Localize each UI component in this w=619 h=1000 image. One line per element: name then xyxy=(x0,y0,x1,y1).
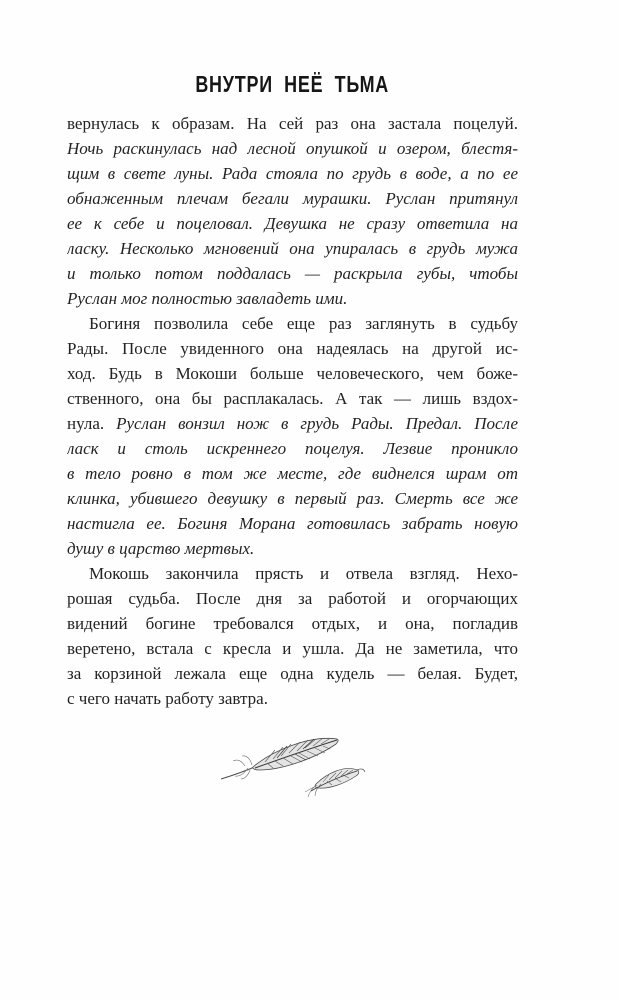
text-line xyxy=(67,336,518,361)
text-line xyxy=(67,636,518,661)
body-text xyxy=(67,111,518,711)
feather-small xyxy=(305,768,365,797)
text-line xyxy=(67,186,518,211)
italic-text-run: щим в свете луны. Рада стояла по грудь в воде, а по ее xyxy=(67,164,518,183)
text-line xyxy=(67,161,518,186)
text-line xyxy=(67,236,518,261)
text-line xyxy=(67,461,518,486)
text-line xyxy=(67,311,518,336)
text-line xyxy=(67,511,518,536)
running-header-title: ВНУТРИ НЕЁ ТЬМА xyxy=(195,71,390,97)
text-line xyxy=(67,111,518,136)
italic-text-run: в тело ровно в том же месте, где виднелся шрам от xyxy=(67,464,518,483)
text-run: видений богине требовался отдых, и она, погладив xyxy=(67,614,518,633)
paragraph xyxy=(67,111,518,311)
text-line xyxy=(67,386,518,411)
text-line xyxy=(67,486,518,511)
italic-text-run: обнаженным плечам бегали мурашки. Руслан притянул xyxy=(67,189,518,208)
text-line xyxy=(67,261,518,286)
text-line xyxy=(67,436,518,461)
text-run: Богиня позволила себе еще раз заглянуть в судьбу xyxy=(89,314,518,333)
italic-text-run: Ночь раскинулась над лесной опушкой и озером, блестя- xyxy=(67,139,518,158)
text-run: с чего начать работу завтра. xyxy=(67,689,268,708)
text-run: за корзиной лежала еще одна кудель — белая. Будет, xyxy=(67,664,518,683)
text-run: нула. xyxy=(67,414,117,433)
italic-text-run: ее к себе и поцеловал. Девушка не сразу ответила на xyxy=(67,214,518,233)
feather-large xyxy=(221,738,338,779)
text-run: ход. Будь в Мокоши больше человеческого, чем боже- xyxy=(67,364,518,383)
italic-text-run: Руслан мог полностью завладеть ими. xyxy=(67,289,348,308)
text-line xyxy=(67,286,518,311)
text-line xyxy=(67,136,518,161)
text-line xyxy=(67,661,518,686)
text-line xyxy=(67,611,518,636)
text-line xyxy=(67,561,518,586)
text-line xyxy=(67,411,518,436)
text-run: веретено, встала с кресла и ушла. Да не заметила, что xyxy=(67,639,518,658)
paragraph xyxy=(67,311,518,561)
text-line xyxy=(67,361,518,386)
text-line xyxy=(67,536,518,561)
text-run: вернулась к образам. На сей раз она застала поцелуй. xyxy=(67,114,518,133)
italic-text-run: Руслан вонзил нож в грудь Рады. Предал. После xyxy=(116,414,518,433)
italic-text-run: душу в царство мертвых. xyxy=(67,539,255,558)
italic-text-run: настигла ее. Богиня Морана готовилась забрать новую xyxy=(67,514,518,533)
italic-text-run: ласк и столь искреннего поцелуя. Лезвие проникло xyxy=(67,439,518,458)
italic-text-run: клинка, убившего девушку в первый раз. Смерть все же xyxy=(67,489,518,508)
feathers-illustration xyxy=(215,722,375,807)
paragraph xyxy=(67,561,518,711)
text-line xyxy=(67,586,518,611)
text-run: ственного, она бы расплакалась. А так — лишь вздох- xyxy=(67,389,518,408)
text-run: рошая судьба. После дня за работой и огорчающих xyxy=(67,589,518,608)
text-run: Рады. После увиденного она надеялась на другой ис- xyxy=(67,339,518,358)
running-header xyxy=(67,71,518,98)
text-line xyxy=(67,686,518,711)
italic-text-run: ласку. Несколько мгновений она упиралась в грудь мужа xyxy=(67,239,518,258)
italic-text-run: и только потом поддалась — раскрыла губы, чтобы xyxy=(67,264,518,283)
text-run: Мокошь закончила прясть и отвела взгляд. Нехо- xyxy=(89,564,518,583)
text-line xyxy=(67,211,518,236)
